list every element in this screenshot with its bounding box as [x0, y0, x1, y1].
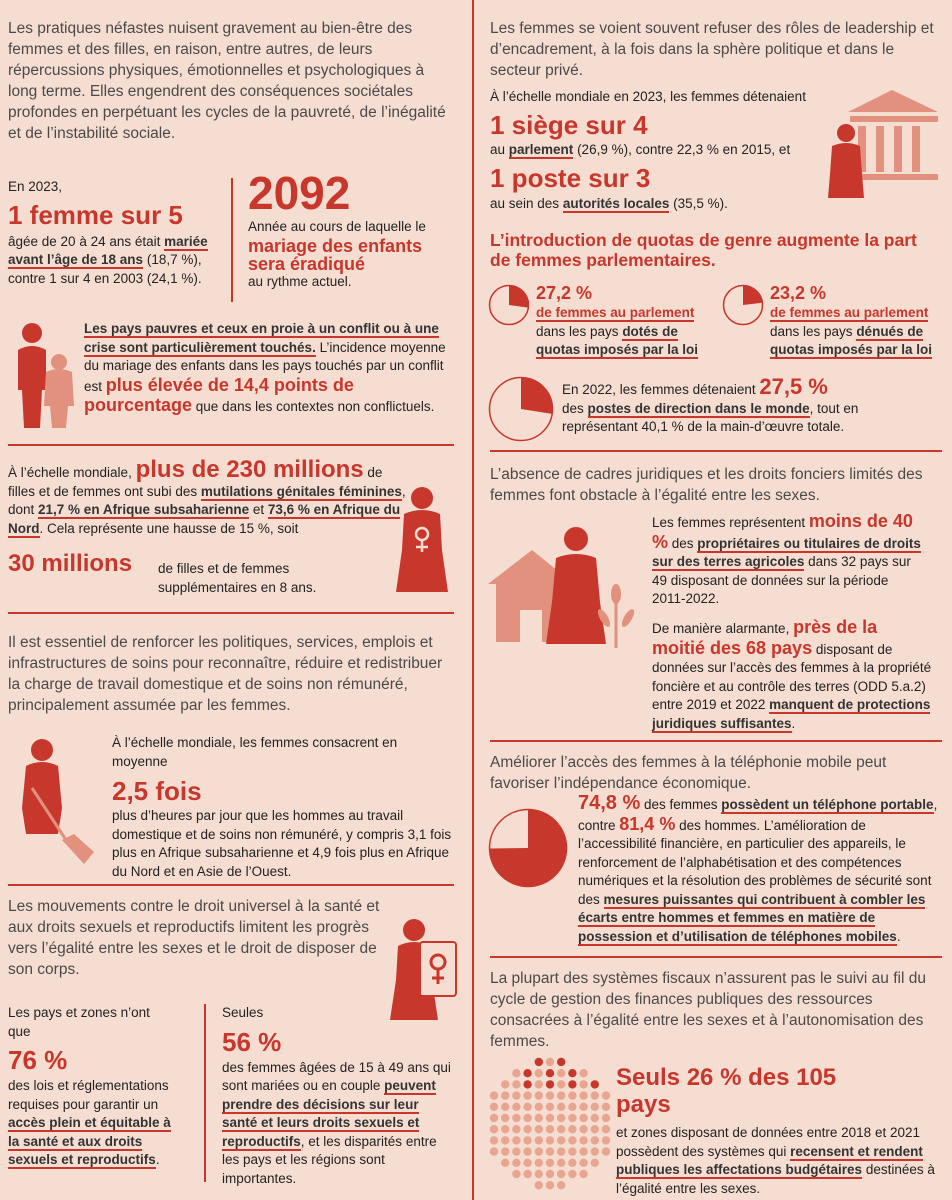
dot	[602, 1125, 610, 1133]
parliament-text: au parlement (26,9 %), contre 22,3 % en 2015, et	[490, 141, 791, 157]
dot	[523, 1091, 531, 1099]
laws-stat: 76 %	[8, 1045, 68, 1075]
dot	[512, 1069, 520, 1077]
dot	[579, 1091, 587, 1099]
dot	[501, 1159, 509, 1167]
dot-grid-icon	[488, 1056, 612, 1192]
quota-with-stat: 27,2 %	[536, 283, 593, 303]
dot	[591, 1159, 599, 1167]
decisions-text: des femmes âgées de 15 à 49 ans qui sont mariées ou en couple peuvent prendre des décisions sur leur santé et leurs droits sexuels et reproductifs, et les disparités entre les pays et les régions sont importantes.	[222, 1059, 451, 1186]
land-ownership-text: Les femmes représentent moins de 40 % des propriétaires ou titulaires de droits sur des terres agricoles dans 32 pays sur 49 disposant de données sur la période 2011-2022.	[652, 511, 921, 606]
pie-slice	[521, 378, 553, 414]
dot	[523, 1103, 531, 1111]
local-authorities-stat: 1 poste sur 3	[490, 163, 651, 193]
dot	[579, 1103, 587, 1111]
leadership-intro: Les femmes se voient souvent refuser des rôles de leadership et d’encadrement, à la fois dans la sphère politique et dans le secteur privé.	[490, 20, 934, 79]
dot	[512, 1147, 520, 1155]
care-text-intro: À l’échelle mondiale, les femmes consacrent en moyenne	[112, 735, 398, 769]
dot	[523, 1125, 531, 1133]
divider	[204, 1004, 206, 1182]
marriage-stat: 1 femme sur 5	[8, 199, 183, 230]
dot	[523, 1069, 531, 1077]
dot	[490, 1114, 498, 1122]
dot	[557, 1091, 565, 1099]
pie-slice	[509, 286, 529, 308]
fiscal-intro: La plupart des systèmes fiscaux n’assurent pas le suivi au fil du cycle de gestion des finances publiques des ressources consacrées à l’égalité entre les sexes et à l’autonomisation des femmes.	[490, 970, 926, 1050]
mobile-text: 74,8 % des femmes possèdent un téléphone portable, contre 81,4 % des hommes. L’amélioration de l’accessibilité financière, en particulier des appareils, le renforcement de l’alphabétisation et des compétences numériques et la résolution des problèmes de sécurité sont des mesures puissantes qui contribuent à combler les écarts entre hommes et femmes en matière de possession et d’utilisation de téléphones mobiles.	[578, 792, 938, 944]
dot	[523, 1136, 531, 1144]
marriage-text: âgée de 20 à 24 ans était mariée avant l’âge de 18 ans (18,7 %), contre 1 sur 4 en 2003 (24,1 %).	[8, 233, 208, 286]
dot	[579, 1170, 587, 1178]
decisions-stat: 56 %	[222, 1026, 282, 1057]
marriage-year: En 2023,	[8, 179, 63, 194]
dot	[535, 1069, 543, 1077]
plant-icon	[596, 584, 636, 648]
laws-block	[8, 1004, 172, 1170]
dot	[568, 1159, 576, 1167]
management-text: En 2022, les femmes détenaient 27,5 % des postes de direction dans le monde, tout en représentant 40,1 % de la main-d’œuvre totale.	[562, 374, 859, 434]
fiscal-stat: Seuls 26 % des 105 pays	[616, 1064, 837, 1118]
dot	[535, 1181, 543, 1189]
dot	[512, 1091, 520, 1099]
dot	[546, 1170, 554, 1178]
pie-chart-icon	[722, 284, 764, 326]
dot	[557, 1159, 565, 1167]
dot	[512, 1159, 520, 1167]
dot	[557, 1103, 565, 1111]
dot	[501, 1147, 509, 1155]
fiscal-text: et zones disposant de données entre 2018 et 2021 possèdent des systèmes qui recensent et rendent publiques les affectations budgétaires destinées à l’égalité entre les sexes.	[616, 1125, 935, 1196]
dot	[501, 1114, 509, 1122]
dot	[546, 1136, 554, 1144]
care-block	[112, 734, 454, 881]
dot	[490, 1147, 498, 1155]
dot	[546, 1125, 554, 1133]
dot	[579, 1147, 587, 1155]
eradication-text: Année au cours de laquelle le	[248, 219, 426, 234]
dot	[523, 1170, 531, 1178]
care-intro: Il est essentiel de renforcer les politiques, services, emplois et infrastructures de soins pour reconnaître, réduire et redistribuer la charge de travail domestique et de soins non rémunéré, principalement assumée par les femmes.	[8, 634, 443, 714]
dot	[535, 1080, 543, 1088]
dot	[557, 1058, 565, 1066]
dot	[591, 1147, 599, 1155]
eradication-year: 2092	[248, 167, 351, 219]
dot	[523, 1114, 531, 1122]
dot	[490, 1125, 498, 1133]
conflict-text: Les pays pauvres et ceux en proie à un conflit ou à une crise sont particulièrement touchés. L’incidence moyenne du mariage des enfants dans les pays touchés par un conflit est plus élevée de 14,4 points de pourcentage que dans les contextes non conflictuels.	[84, 321, 446, 415]
pie-chart-icon	[488, 808, 568, 888]
dot	[512, 1170, 520, 1178]
laws-text-intro: Les pays et zones n’ont que	[8, 1005, 150, 1039]
dot	[546, 1181, 554, 1189]
dot	[568, 1136, 576, 1144]
dot	[546, 1159, 554, 1167]
harmful-practices-intro: Les pratiques néfastes nuisent gravement au bien-être des femmes et des filles, en raison, entre autres, de leurs répercussions physiques, émotionnelles et psychologiques à long terme. Elles engendrent des conséquences sociétales profondes en perpétuant les cycles de la pauvreté, de l’inégalité et de l’instabilité sociale.	[8, 20, 446, 142]
dot	[546, 1091, 554, 1099]
dot	[591, 1080, 599, 1088]
dot	[602, 1136, 610, 1144]
dot	[568, 1114, 576, 1122]
section-divider	[490, 956, 942, 958]
section-divider	[490, 450, 942, 452]
dot	[546, 1103, 554, 1111]
section-divider	[8, 612, 454, 614]
quota-without-block: 23,2 % de femmes au parlement dans les pays dénués de quotas imposés par la loi	[770, 282, 948, 360]
dot	[490, 1091, 498, 1099]
dot	[546, 1080, 554, 1088]
dot	[557, 1069, 565, 1077]
section-divider	[490, 740, 942, 742]
land-intro: L’absence de cadres juridiques et les droits fonciers limités des femmes font obstacle à l’égalité entre les sexes.	[490, 466, 923, 504]
parliament-text-intro: À l’échelle mondiale en 2023, les femmes détenaient	[490, 89, 806, 104]
dot	[557, 1147, 565, 1155]
dot	[579, 1080, 587, 1088]
divider	[231, 178, 233, 302]
dot	[579, 1114, 587, 1122]
pie-chart-icon	[488, 376, 554, 442]
dot	[602, 1147, 610, 1155]
dot	[535, 1114, 543, 1122]
dot	[535, 1103, 543, 1111]
dot	[568, 1103, 576, 1111]
laws-text: des lois et réglementations requises pour garantir un accès plein et équitable à la santé et aux droits sexuels et reproductifs.	[8, 1078, 171, 1167]
dot	[535, 1147, 543, 1155]
dot	[512, 1080, 520, 1088]
decisions-text-intro: Seules	[222, 1005, 264, 1020]
dot	[602, 1114, 610, 1122]
dot	[568, 1069, 576, 1077]
column-divider	[472, 0, 474, 1200]
dot	[602, 1091, 610, 1099]
dot	[512, 1136, 520, 1144]
woman-politician-icon	[826, 124, 866, 200]
dot	[557, 1114, 565, 1122]
dot	[568, 1170, 576, 1178]
local-authorities-text: au sein des autorités locales (35,5 %).	[490, 196, 728, 211]
dot	[501, 1125, 509, 1133]
woman-venus-icon	[390, 486, 454, 596]
woman-sweeping-icon	[14, 738, 102, 864]
care-stat: 2,5 fois	[112, 776, 202, 806]
dot	[568, 1147, 576, 1155]
dot	[591, 1136, 599, 1144]
care-text: plus d’heures par jour que les hommes au travail domestique et de soins non rémunéré, y compris 3,1 fois plus en Afrique subsaharienne et 4,9 fois plus en Afrique du Nord et en Asie de l’Ouest.	[112, 808, 452, 879]
dot	[591, 1103, 599, 1111]
eradication-highlight: mariage des enfants sera éradiqué	[248, 235, 423, 274]
dot	[591, 1091, 599, 1099]
dot	[501, 1091, 509, 1099]
dot	[490, 1103, 498, 1111]
dot	[568, 1091, 576, 1099]
eradication-suffix: au rythme actuel.	[248, 273, 352, 289]
dot	[557, 1136, 565, 1144]
section-divider	[8, 444, 454, 446]
eradication-block	[248, 168, 453, 291]
section-divider	[8, 884, 454, 886]
dot	[490, 1136, 498, 1144]
parliament-stat: 1 siège sur 4	[490, 109, 648, 140]
dot	[501, 1136, 509, 1144]
quota-with-block: 27,2 % de femmes au parlement dans les pays dotés de quotas imposés par la loi	[536, 282, 714, 360]
child-marriage-block	[8, 178, 220, 288]
fiscal-block	[616, 1064, 942, 1198]
fgm-increase-text: de filles et de femmes supplémentaires en 8 ans.	[158, 561, 317, 595]
parliament-block	[490, 88, 820, 214]
dot	[535, 1091, 543, 1099]
quota-title: L’introduction de quotas de genre augmente la part de femmes parlementaires.	[490, 230, 917, 270]
dot	[602, 1103, 610, 1111]
dot	[512, 1103, 520, 1111]
dot	[535, 1170, 543, 1178]
dot	[579, 1125, 587, 1133]
dot	[512, 1114, 520, 1122]
dot	[557, 1080, 565, 1088]
dot	[546, 1114, 554, 1122]
decisions-block	[222, 1004, 454, 1188]
dot	[557, 1170, 565, 1178]
land-legal-text: De manière alarmante, près de la moitié des 68 pays disposant de données sur l’accès des femmes à la propriété foncière et au contrôle des terres (ODD 5.a.2) entre 2019 et 2022 manquent de protections juridiques suffisantes.	[652, 617, 932, 731]
fgm-text: À l’échelle mondiale, plus de 230 millions de filles et de femmes ont subi des mutilations génitales féminines, dont 21,7 % en Afrique subsaharienne et 73,6 % en Afrique du Nord. Cela représente une hausse de 15 %, soit	[8, 456, 406, 536]
dot	[546, 1147, 554, 1155]
dot	[579, 1136, 587, 1144]
dot	[535, 1125, 543, 1133]
quota-without-stat: 23,2 %	[770, 283, 827, 303]
dot	[568, 1080, 576, 1088]
fgm-increase-stat: 30 millions	[8, 550, 133, 577]
pie-chart-icon	[488, 284, 530, 326]
dot	[501, 1103, 509, 1111]
dot	[512, 1125, 520, 1133]
pie-slice	[743, 286, 762, 306]
dot	[557, 1181, 565, 1189]
dot	[523, 1080, 531, 1088]
dot	[546, 1058, 554, 1066]
child-bride-icon	[14, 320, 80, 430]
mobile-intro: Améliorer l’accès des femmes à la téléphonie mobile peut favoriser l’indépendance économique.	[490, 754, 887, 792]
dot	[591, 1114, 599, 1122]
dot	[579, 1159, 587, 1167]
dot	[523, 1147, 531, 1155]
dot	[579, 1069, 587, 1077]
dot	[568, 1125, 576, 1133]
dot	[523, 1159, 531, 1167]
dot	[535, 1058, 543, 1066]
dot	[557, 1125, 565, 1133]
dot	[501, 1080, 509, 1088]
srhr-intro: Les mouvements contre le droit universel à la santé et aux droits sexuels et reproductifs limitent les progrès vers l’égalité entre les sexes et le droit de disposer de son corps.	[8, 898, 380, 978]
dot	[535, 1136, 543, 1144]
dot	[535, 1159, 543, 1167]
dot	[591, 1125, 599, 1133]
dot	[546, 1069, 554, 1077]
